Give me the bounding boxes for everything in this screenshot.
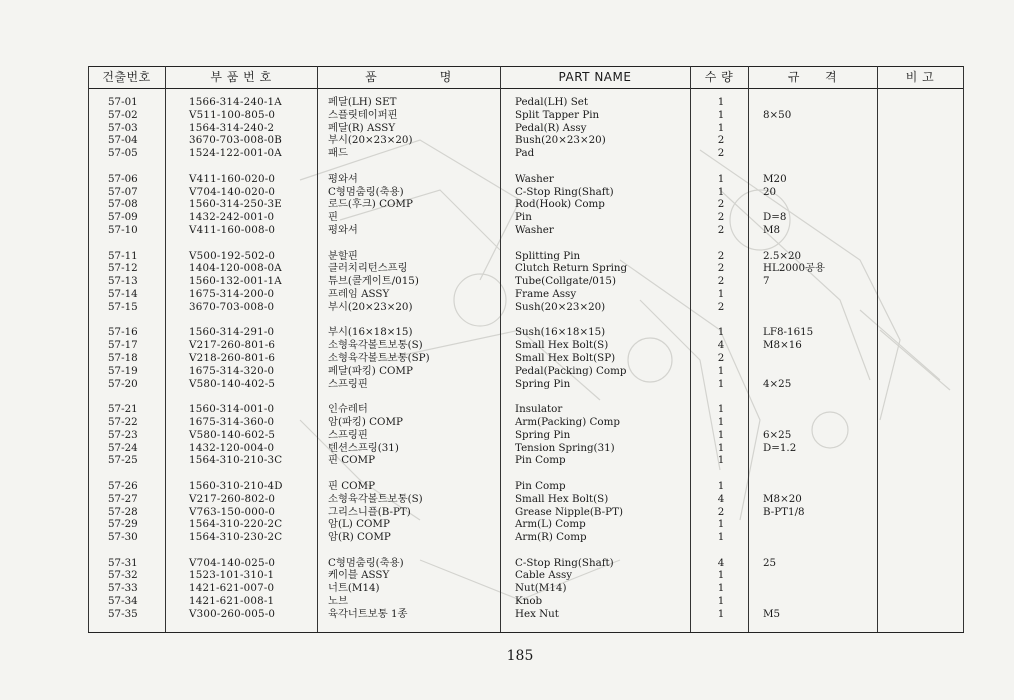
korean-name: 클러치리턴스프링	[328, 262, 408, 275]
quantity: 1	[717, 595, 725, 608]
spec: HL2000공용	[763, 262, 825, 275]
part-code: 57-03	[108, 121, 138, 134]
quantity: 1	[717, 287, 725, 300]
part-code: 57-19	[108, 364, 138, 377]
part-name: Small Hex Bolt(S)	[515, 492, 609, 505]
row-group	[88, 403, 964, 467]
part-name: Pin Comp	[515, 479, 566, 492]
quantity: 1	[717, 377, 725, 390]
part-name: Washer	[515, 172, 554, 185]
korean-name: 노브	[328, 595, 348, 608]
korean-name: 암(R) COMP	[328, 531, 391, 544]
table-row	[88, 262, 964, 275]
part-number: V218-260-801-6	[189, 351, 276, 364]
part-name: Rod(Hook) Comp	[515, 198, 605, 211]
part-name: Arm(R) Comp	[515, 531, 587, 544]
quantity: 2	[717, 262, 725, 275]
part-number: 1560-314-001-0	[189, 403, 275, 416]
part-number: V411-160-020-0	[189, 172, 276, 185]
part-code: 57-17	[108, 339, 138, 352]
part-number: V580-140-602-5	[189, 428, 276, 441]
part-code: 57-14	[108, 287, 138, 300]
table-row	[88, 186, 964, 199]
table-row	[88, 301, 964, 314]
korean-name: 너트(M14)	[328, 582, 380, 595]
part-name: Arm(Packing) Comp	[515, 415, 620, 428]
table-row	[88, 518, 964, 531]
korean-name: 분할핀	[328, 249, 358, 262]
row-group	[88, 173, 964, 237]
korean-name: 핀 COMP	[328, 479, 376, 492]
page-number: 185	[506, 648, 534, 664]
part-name: Pin Comp	[515, 454, 566, 467]
part-number: 1675-314-360-0	[189, 415, 275, 428]
part-name: C-Stop Ring(Shaft)	[515, 185, 614, 198]
part-name: Split Tapper Pin	[515, 108, 600, 121]
korean-name: 그리스니플(B-PT)	[328, 505, 411, 518]
quantity: 2	[717, 351, 725, 364]
quantity: 1	[717, 454, 725, 467]
part-name: Frame Assy	[515, 287, 577, 300]
part-code: 57-05	[108, 147, 138, 160]
part-number: V704-140-020-0	[189, 185, 276, 198]
part-code: 57-31	[108, 556, 138, 569]
korean-name: 평와셔	[328, 223, 358, 236]
korean-name: 부시(16×18×15)	[328, 326, 413, 339]
part-number: V511-100-805-0	[189, 108, 276, 121]
spec: 8×50	[763, 108, 792, 121]
korean-name: 케이블 ASSY	[328, 569, 390, 582]
row-group	[88, 250, 964, 314]
quantity: 1	[717, 531, 725, 544]
row-group	[88, 480, 964, 544]
part-number: 1524-122-001-0A	[189, 147, 282, 160]
table-row	[88, 454, 964, 467]
part-code: 57-33	[108, 582, 138, 595]
table-row	[88, 480, 964, 493]
table-row	[88, 365, 964, 378]
part-name: Cable Assy	[515, 569, 573, 582]
part-number: 1432-120-004-0	[189, 441, 275, 454]
part-number: V763-150-000-0	[189, 505, 276, 518]
part-code: 57-35	[108, 607, 138, 620]
part-number: 1421-621-007-0	[189, 582, 275, 595]
part-code: 57-18	[108, 351, 138, 364]
quantity: 4	[717, 556, 725, 569]
parts-table-body	[88, 96, 964, 633]
part-code: 57-02	[108, 108, 138, 121]
quantity: 2	[717, 249, 725, 262]
header-korean-name: 품 명	[365, 70, 452, 84]
part-code: 57-27	[108, 492, 138, 505]
table-row	[88, 211, 964, 224]
part-code: 57-30	[108, 531, 138, 544]
part-number: V217-260-802-0	[189, 492, 276, 505]
part-code: 57-23	[108, 428, 138, 441]
table-row	[88, 288, 964, 301]
quantity: 1	[717, 479, 725, 492]
part-number: V411-160-008-0	[189, 223, 276, 236]
table-row	[88, 352, 964, 365]
quantity: 1	[717, 403, 725, 416]
quantity: 2	[717, 505, 725, 518]
quantity: 4	[717, 492, 725, 505]
part-name: Clutch Return Spring	[515, 262, 628, 275]
korean-name: 스플릿테이퍼핀	[328, 108, 398, 121]
part-code: 57-10	[108, 223, 138, 236]
table-row	[88, 122, 964, 135]
part-name: Grease Nipple(B-PT)	[515, 505, 623, 518]
part-number: V500-192-502-0	[189, 249, 276, 262]
spec: M20	[763, 172, 787, 185]
part-code: 57-09	[108, 211, 138, 224]
part-number: 1432-242-001-0	[189, 211, 275, 224]
part-code: 57-24	[108, 441, 138, 454]
spec: 20	[763, 185, 777, 198]
part-name: Tension Spring(31)	[515, 441, 615, 454]
part-name: Splitting Pin	[515, 249, 581, 262]
quantity: 2	[717, 211, 725, 224]
part-name: Pedal(LH) Set	[515, 96, 588, 108]
quantity: 2	[717, 198, 725, 211]
korean-name: 부시(20×23×20)	[328, 300, 413, 313]
part-number: 1675-314-320-0	[189, 364, 275, 377]
header-code: 건출번호	[102, 70, 151, 84]
quantity: 1	[717, 121, 725, 134]
quantity: 1	[717, 415, 725, 428]
part-number: 1564-310-210-3C	[189, 454, 283, 467]
korean-name: C형멈춤링(축용)	[328, 185, 404, 198]
part-name: Nut(M14)	[515, 582, 567, 595]
part-code: 57-08	[108, 198, 138, 211]
table-row	[88, 275, 964, 288]
quantity: 2	[717, 300, 725, 313]
table-row	[88, 403, 964, 416]
part-name: Sush(20×23×20)	[515, 300, 606, 313]
row-group	[88, 326, 964, 390]
spec: M8	[763, 223, 781, 236]
row-group	[88, 557, 964, 621]
quantity: 4	[717, 339, 725, 352]
part-code: 57-12	[108, 262, 138, 275]
part-name: Knob	[515, 595, 543, 608]
table-row	[88, 147, 964, 160]
part-name: Washer	[515, 223, 554, 236]
table-row	[88, 595, 964, 608]
korean-name: 페달(LH) SET	[328, 96, 397, 108]
korean-name: 핀 COMP	[328, 454, 376, 467]
korean-name: 평와셔	[328, 172, 358, 185]
part-name: Insulator	[515, 403, 563, 416]
table-row	[88, 326, 964, 339]
table-row	[88, 173, 964, 186]
part-name: Small Hex Bolt(SP)	[515, 351, 616, 364]
part-number: V704-140-025-0	[189, 556, 276, 569]
table-row	[88, 442, 964, 455]
quantity: 1	[717, 172, 725, 185]
part-number: 1675-314-200-0	[189, 287, 275, 300]
quantity: 2	[717, 134, 725, 147]
part-number: 1560-314-250-3E	[189, 198, 283, 211]
korean-name: 스프링핀	[328, 377, 368, 390]
part-name: Tube(Collgate/015)	[515, 275, 616, 288]
part-code: 57-15	[108, 300, 138, 313]
part-number: 1564-310-230-2C	[189, 531, 283, 544]
table-row	[88, 378, 964, 391]
part-code: 57-34	[108, 595, 138, 608]
korean-name: 부시(20×23×20)	[328, 134, 413, 147]
spec: D=8	[763, 211, 787, 224]
part-name: C-Stop Ring(Shaft)	[515, 556, 614, 569]
table-row	[88, 569, 964, 582]
table-row	[88, 198, 964, 211]
spec: D=1.2	[763, 441, 797, 454]
table-row	[88, 224, 964, 237]
header-part-name: PART NAME	[558, 70, 632, 84]
part-code: 57-13	[108, 275, 138, 288]
spec: M8×16	[763, 339, 802, 352]
row-group	[88, 96, 964, 160]
quantity: 1	[717, 364, 725, 377]
table-row	[88, 608, 964, 621]
spec: B-PT1/8	[763, 505, 805, 518]
header-note: 비 고	[905, 70, 935, 84]
table-row	[88, 582, 964, 595]
table-row	[88, 339, 964, 352]
part-code: 57-26	[108, 479, 138, 492]
quantity: 2	[717, 275, 725, 288]
korean-name: 텐션스프링(31)	[328, 441, 399, 454]
part-number: V300-260-005-0	[189, 607, 276, 620]
part-code: 57-28	[108, 505, 138, 518]
part-code: 57-21	[108, 403, 138, 416]
korean-name: 페달(R) ASSY	[328, 121, 396, 134]
quantity: 2	[717, 223, 725, 236]
part-number: 1404-120-008-0A	[189, 262, 282, 275]
part-code: 57-22	[108, 415, 138, 428]
korean-name: 페달(파킹) COMP	[328, 364, 413, 377]
korean-name: 소형육각볼트보통(S)	[328, 339, 423, 352]
korean-name: 핀	[328, 211, 338, 224]
table-row	[88, 429, 964, 442]
quantity: 1	[717, 582, 725, 595]
part-number: 1421-621-008-1	[189, 595, 275, 608]
part-number: 1566-314-240-1A	[189, 96, 282, 108]
part-code: 57-20	[108, 377, 138, 390]
part-code: 57-06	[108, 172, 138, 185]
part-name: Hex Nut	[515, 607, 559, 620]
part-number: 1560-132-001-1A	[189, 275, 282, 288]
part-number: 1564-310-220-2C	[189, 518, 283, 531]
korean-name: 로드(후크) COMP	[328, 198, 413, 211]
part-number: 1523-101-310-1	[189, 569, 275, 582]
table-row	[88, 109, 964, 122]
part-name: Bush(20×23×20)	[515, 134, 606, 147]
part-code: 57-01	[108, 96, 138, 108]
part-name: Pin	[515, 211, 532, 224]
spec: 6×25	[763, 428, 792, 441]
korean-name: 암(L) COMP	[328, 518, 390, 531]
table-row	[88, 493, 964, 506]
table-row	[88, 506, 964, 519]
quantity: 2	[717, 147, 725, 160]
korean-name: 소형육각볼트보통(S)	[328, 492, 423, 505]
part-name: Pedal(R) Assy	[515, 121, 587, 134]
header-spec: 규 격	[787, 70, 838, 84]
spec: 7	[763, 275, 770, 288]
korean-name: 소형육각볼트보통(SP)	[328, 351, 430, 364]
korean-name: 인슈레터	[328, 403, 368, 416]
quantity: 1	[717, 518, 725, 531]
spec: M5	[763, 607, 781, 620]
quantity: 1	[717, 96, 725, 108]
table-row	[88, 531, 964, 544]
spec: 4×25	[763, 377, 792, 390]
korean-name: 패드	[328, 147, 348, 160]
part-number: V217-260-801-6	[189, 339, 276, 352]
part-name: Pad	[515, 147, 535, 160]
table-row	[88, 250, 964, 263]
spec: 2.5×20	[763, 249, 802, 262]
part-number: 3670-703-008-0B	[189, 134, 283, 147]
part-number: 3670-703-008-0	[189, 300, 275, 313]
table-row	[88, 134, 964, 147]
quantity: 1	[717, 428, 725, 441]
part-name: Spring Pin	[515, 377, 571, 390]
table-header-rule	[88, 88, 964, 89]
part-code: 57-04	[108, 134, 138, 147]
header-quantity: 수 량	[704, 70, 734, 84]
part-code: 57-32	[108, 569, 138, 582]
part-number: 1564-314-240-2	[189, 121, 275, 134]
part-name: Small Hex Bolt(S)	[515, 339, 609, 352]
spec: M8×20	[763, 492, 802, 505]
table-row	[88, 557, 964, 570]
quantity: 1	[717, 185, 725, 198]
korean-name: 튜브(콜게이트/015)	[328, 275, 419, 288]
header-part-number: 부 품 번 호	[210, 70, 272, 84]
korean-name: C형멈춤링(축용)	[328, 556, 404, 569]
spec: LF8-1615	[763, 326, 814, 339]
quantity: 1	[717, 441, 725, 454]
spec: 25	[763, 556, 777, 569]
part-name: Pedal(Packing) Comp	[515, 364, 627, 377]
korean-name: 육각너트보통 1종	[328, 607, 408, 620]
part-name: Sush(16×18×15)	[515, 326, 606, 339]
part-code: 57-29	[108, 518, 138, 531]
table-row	[88, 96, 964, 109]
part-number: V580-140-402-5	[189, 377, 276, 390]
part-number: 1560-310-210-4D	[189, 479, 283, 492]
korean-name: 암(파킹) COMP	[328, 415, 403, 428]
part-code: 57-11	[108, 249, 138, 262]
quantity: 1	[717, 108, 725, 121]
part-code: 57-25	[108, 454, 138, 467]
quantity: 1	[717, 607, 725, 620]
part-number: 1560-314-291-0	[189, 326, 275, 339]
part-code: 57-16	[108, 326, 138, 339]
part-name: Arm(L) Comp	[515, 518, 586, 531]
korean-name: 프레임 ASSY	[328, 287, 390, 300]
korean-name: 스프링핀	[328, 428, 368, 441]
quantity: 1	[717, 569, 725, 582]
quantity: 1	[717, 326, 725, 339]
part-code: 57-07	[108, 185, 138, 198]
table-row	[88, 416, 964, 429]
part-name: Spring Pin	[515, 428, 571, 441]
